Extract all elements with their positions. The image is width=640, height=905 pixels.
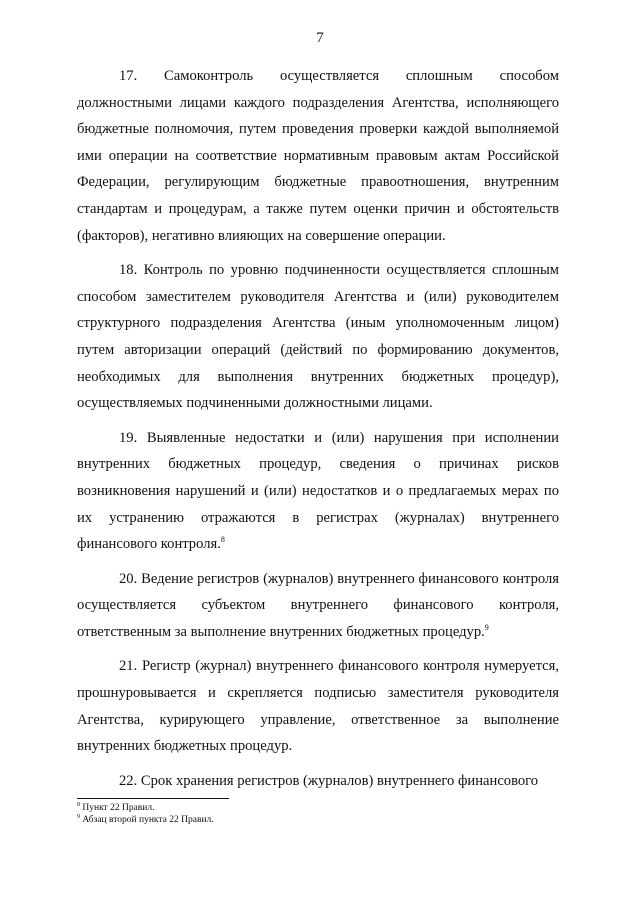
footnote-number: 8 [77, 802, 80, 808]
footnotes [77, 802, 559, 826]
paragraph-text: 17. Самоконтроль осуществляется сплошным способом должностными лицами каждого подразделения Агентства, исполняющего бюджетные полномочия, путем проведения проверки каждой выполняемой ими операции на соответствие нормативным правовым актам Российской Федерации, регулирующим бюджетные правоотношения, внутренним стандартам и процедурам, а также путем оценки причин и обстоятельств (факторов), негативно влияющих на совершение операции. [77, 68, 559, 244]
page-number: 7 [316, 30, 324, 46]
paragraph-text: 19. Выявленные недостатки и (или) нарушения при исполнении внутренних бюджетных процедур, сведения о причинах рисков возникновения нарушений и (или) недостатков и о предлагаемых мерах по их устранению отражаются в регистрах (журналах) внутреннего финансового контроля. [77, 429, 559, 553]
footnote-number: 9 [77, 814, 80, 820]
footnote-text: Пункт 22 Правил. [82, 803, 155, 813]
body-text [77, 63, 559, 802]
paragraph-19 [77, 425, 559, 558]
footnote-8 [77, 802, 559, 814]
paragraph-21 [77, 653, 559, 759]
paragraph-text: 21. Регистр (журнал) внутреннего финансового контроля нумеруется, прошнуровывается и скрепляется подписью заместителя руководителя Агентства, курирующего управление, ответственное за выполнение внутренних бюджетных процедур. [77, 658, 559, 755]
footnote-separator [77, 798, 229, 799]
footnote-9 [77, 814, 559, 826]
paragraph-17 [77, 63, 559, 249]
paragraph-20 [77, 566, 559, 646]
paragraph-18 [77, 257, 559, 417]
footnote-ref-9: 9 [484, 622, 489, 632]
paragraph-text: 20. Ведение регистров (журналов) внутреннего финансового контроля осуществляется субъектом внутреннего финансового контроля, ответственным за выполнение внутренних бюджетных процедур. [77, 570, 559, 640]
footnote-text: Абзац второй пункта 22 Правил. [82, 815, 214, 825]
paragraph-text: 22. Срок хранения регистров (журналов) внутреннего финансового [119, 772, 539, 789]
footnote-ref-8: 8 [220, 535, 225, 545]
paragraph-text: 18. Контроль по уровню подчиненности осуществляется сплошным способом заместителем руководителя Агентства и (или) руководителем структурного подразделения Агентства (иным уполномоченным лицом) путем авторизации операций (действий по формированию документов, необходимых для выполнения внутренних бюджетных процедур), осуществляемых подчиненными должностными лицами. [77, 262, 559, 412]
paragraph-22 [77, 768, 559, 795]
